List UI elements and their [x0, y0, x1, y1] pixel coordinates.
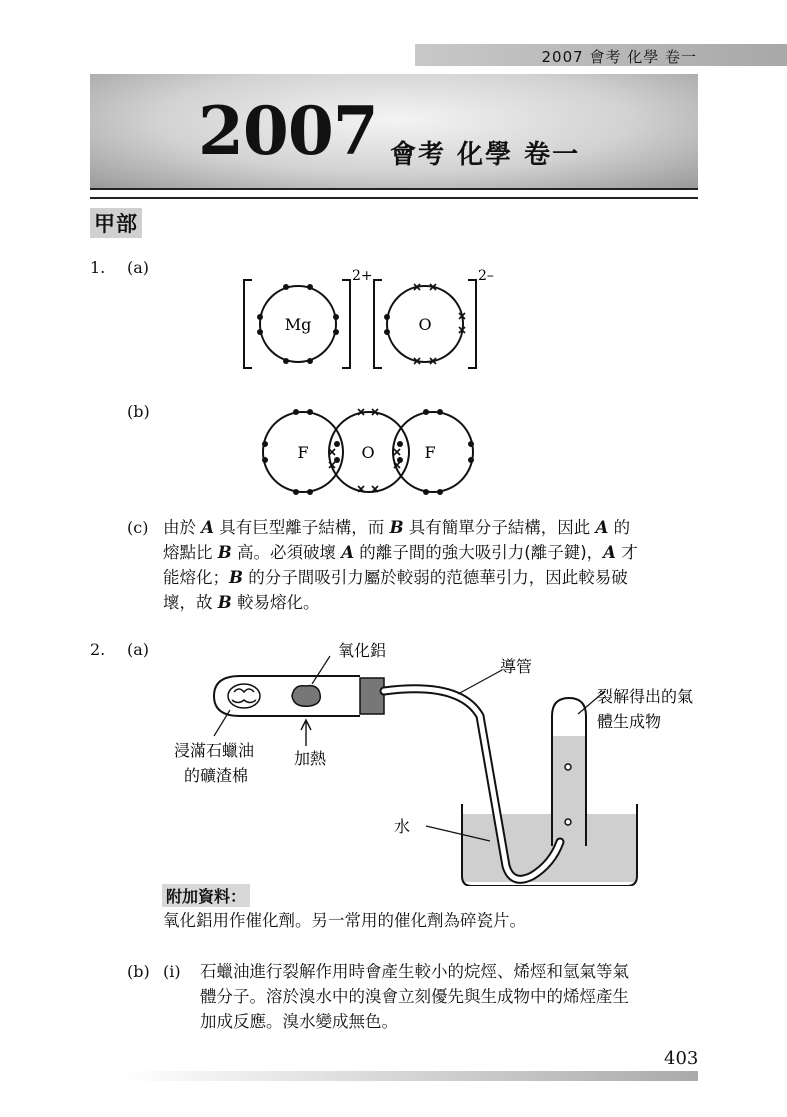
o-bracket-left [374, 280, 382, 368]
mineral-wool [228, 684, 260, 708]
ionic-diagram [240, 262, 510, 374]
q1-number: 1. [90, 258, 106, 277]
q2-part-b: (b) [127, 962, 150, 981]
section-title: 甲部 [90, 208, 142, 238]
extra-info-text: 氧化鋁用作催化劑。另一常用的催化劑為碎瓷片。 [163, 911, 526, 930]
cracking-apparatus-diagram [160, 636, 720, 886]
q2-b-line: 體分子。溶於溴水中的溴會立刻優先與生成物中的烯烴產生 [200, 987, 629, 1006]
q2-b-line: 加成反應。溴水變成無色。 [200, 1012, 398, 1031]
q2-b-answer [200, 959, 629, 1034]
f-left-label: F [297, 443, 309, 462]
water [462, 814, 637, 882]
page-number: 403 [664, 1048, 699, 1069]
footer-bar [120, 1071, 698, 1081]
stopper [360, 678, 384, 714]
title-banner [90, 74, 698, 190]
extra-info-title: 附加資料： [162, 884, 250, 907]
q2-b-line: 石蠟油進行裂解作用時會產生較小的烷烴、烯烴和氫氣等氣 [200, 962, 629, 981]
banner-subject: 會考 化學 卷一 [390, 140, 581, 170]
q1-part-a: (a) [127, 258, 150, 277]
title-rule [90, 197, 698, 199]
q2-part-b-i: (i) [163, 962, 181, 981]
label-alumina: 氧化鋁 [338, 641, 387, 660]
mg-bracket-left [244, 280, 252, 368]
o-bracket-right [468, 280, 476, 368]
covalent-diagram [258, 404, 478, 500]
header-tab-text: 2007 會考 化學 卷一 [541, 48, 697, 66]
banner-year: 2007 [198, 92, 378, 170]
label-gas-line2: 體生成物 [597, 712, 662, 731]
o-mid-label: O [361, 443, 375, 462]
label-wool-line2: 的礦渣棉 [184, 766, 249, 785]
label-wool-line1: 浸滿石蠟油 [174, 741, 255, 760]
label-gas-line1: 裂解得出的氣 [597, 687, 694, 706]
label-tube: 導管 [500, 657, 533, 676]
q1-c-answer: 由於 A 具有巨型離子結構，而 B 具有簡單分子結構，因此 A 的 熔點比 B 高。必須破壞 A 的離子間的強大吸引力(離子鍵)，A 才 能熔化；B 的分子間吸引力屬於較弱的范德華引力，因此較易破 壞，故 B 較易熔化。 [163, 518, 638, 612]
alumina [292, 686, 320, 707]
header-tab [415, 44, 787, 66]
o-label: O [418, 315, 432, 334]
label-heat: 加熱 [294, 749, 327, 768]
f-right-label: F [424, 443, 436, 462]
q2-part-a: (a) [127, 640, 150, 659]
q1-part-b: (b) [127, 402, 150, 421]
q1-part-c: (c) [127, 518, 149, 537]
mg-label: Mg [284, 315, 312, 334]
charge-positive: 2+ [352, 268, 373, 284]
label-water: 水 [394, 817, 411, 836]
mg-bracket-right [342, 280, 350, 368]
charge-negative: 2– [478, 268, 494, 284]
q2-number: 2. [90, 640, 106, 659]
